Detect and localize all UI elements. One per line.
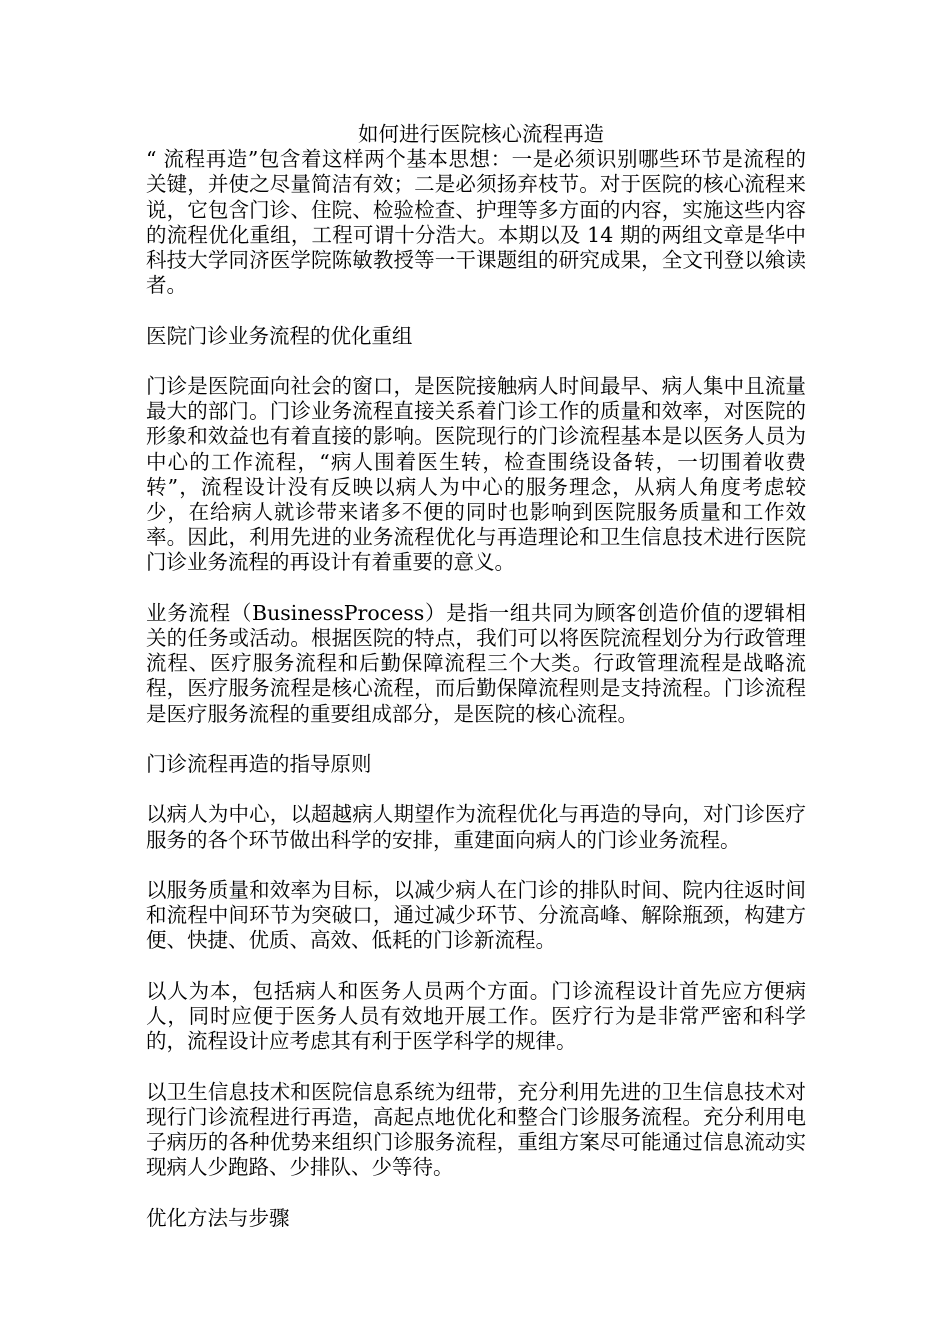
principle-quality-efficiency: 以服务质量和效率为目标，以减少病人在门诊的排队时间、院内往返时间和流程中间环节为突破口，通过减少环节、分流高峰、解除瓶颈，构建方便、快捷、优质、高效、低耗的门诊新流程。: [146, 878, 806, 953]
paragraph-spacer: [146, 1180, 806, 1205]
document-title: 如何进行医院核心流程再造: [358, 122, 604, 146]
section-heading-methods-steps: 优化方法与步骤: [146, 1205, 290, 1230]
outpatient-paragraph: 门诊是医院面向社会的窗口，是医院接触病人时间最早、病人集中且流量最大的部门。门诊业务流程直接关系着门诊工作的质量和效率，对医院的形象和效益也有着直接的影响。医院现行的门诊流程基本是以医务人员为中心的工作流程，“病人围着医生转，检查围绕设备转，一切围着收费转”，流程设计没有反映以病人为中心的服务理念，从病人角度考虑较少，在给病人就诊带来诸多不便的同时也影响到医院服务质量和工作效率。因此，利用先进的业务流程优化与再造理论和卫生信息技术进行医院门诊业务流程的再设计有着重要的意义。: [146, 374, 806, 575]
document-page: [146, 122, 806, 1231]
paragraph-spacer: [146, 777, 806, 802]
paragraph-spacer: [146, 1054, 806, 1079]
business-process-paragraph: 业务流程（BusinessProcess）是指一组共同为顾客创造价值的逻辑相关的任务或活动。根据医院的特点，我们可以将医院流程划分为行政管理流程、医疗服务流程和后勤保障流程三个大类。行政管理流程是战略流程，医疗服务流程是核心流程，而后勤保障流程则是支持流程。门诊流程是医疗服务流程的重要组成部分，是医院的核心流程。: [146, 600, 806, 726]
principle-patient-centered: 以病人为中心，以超越病人期望作为流程优化与再造的导向，对门诊医疗服务的各个环节做出科学的安排，重建面向病人的门诊业务流程。: [146, 802, 806, 852]
paragraph-spacer: [146, 853, 806, 878]
section-heading-guiding-principles: 门诊流程再造的指导原则: [146, 752, 372, 777]
principle-information-technology: 以卫生信息技术和医院信息系统为纽带，充分利用先进的卫生信息技术对现行门诊流程进行再造，高起点地优化和整合门诊服务流程。充分利用电子病历的各种优势来组织门诊服务流程，重组方案尽可能通过信息流动实现病人少跑路、少排队、少等待。: [146, 1079, 806, 1180]
paragraph-spacer: [146, 349, 806, 374]
paragraph-spacer: [146, 576, 806, 601]
paragraph-spacer: [146, 727, 806, 752]
paragraph-spacer: [146, 954, 806, 979]
section-heading-outpatient-reengineering: 医院门诊业务流程的优化重组: [146, 323, 413, 348]
paragraph-spacer: [146, 298, 806, 323]
principle-people-oriented: 以人为本，包括病人和医务人员两个方面。门诊流程设计首先应方便病人，同时应便于医务人员有效地开展工作。医疗行为是非常严密和科学的，流程设计应考虑其有利于医学科学的规律。: [146, 978, 806, 1054]
intro-paragraph: “ 流程再造”包含着这样两个基本思想：一是必须识别哪些环节是流程的关键，并使之尽量简洁有效；二是必须扬弃枝节。对于医院的核心流程来说，它包含门诊、住院、检验检查、护理等多方面的内容，实施这些内容的流程优化重组，工程可谓十分浩大。本期以及 14 期的两组文章是华中科技大学同济医学院陈敏教授等一干课题组的研究成果，全文刊登以飨读者。: [146, 147, 806, 298]
